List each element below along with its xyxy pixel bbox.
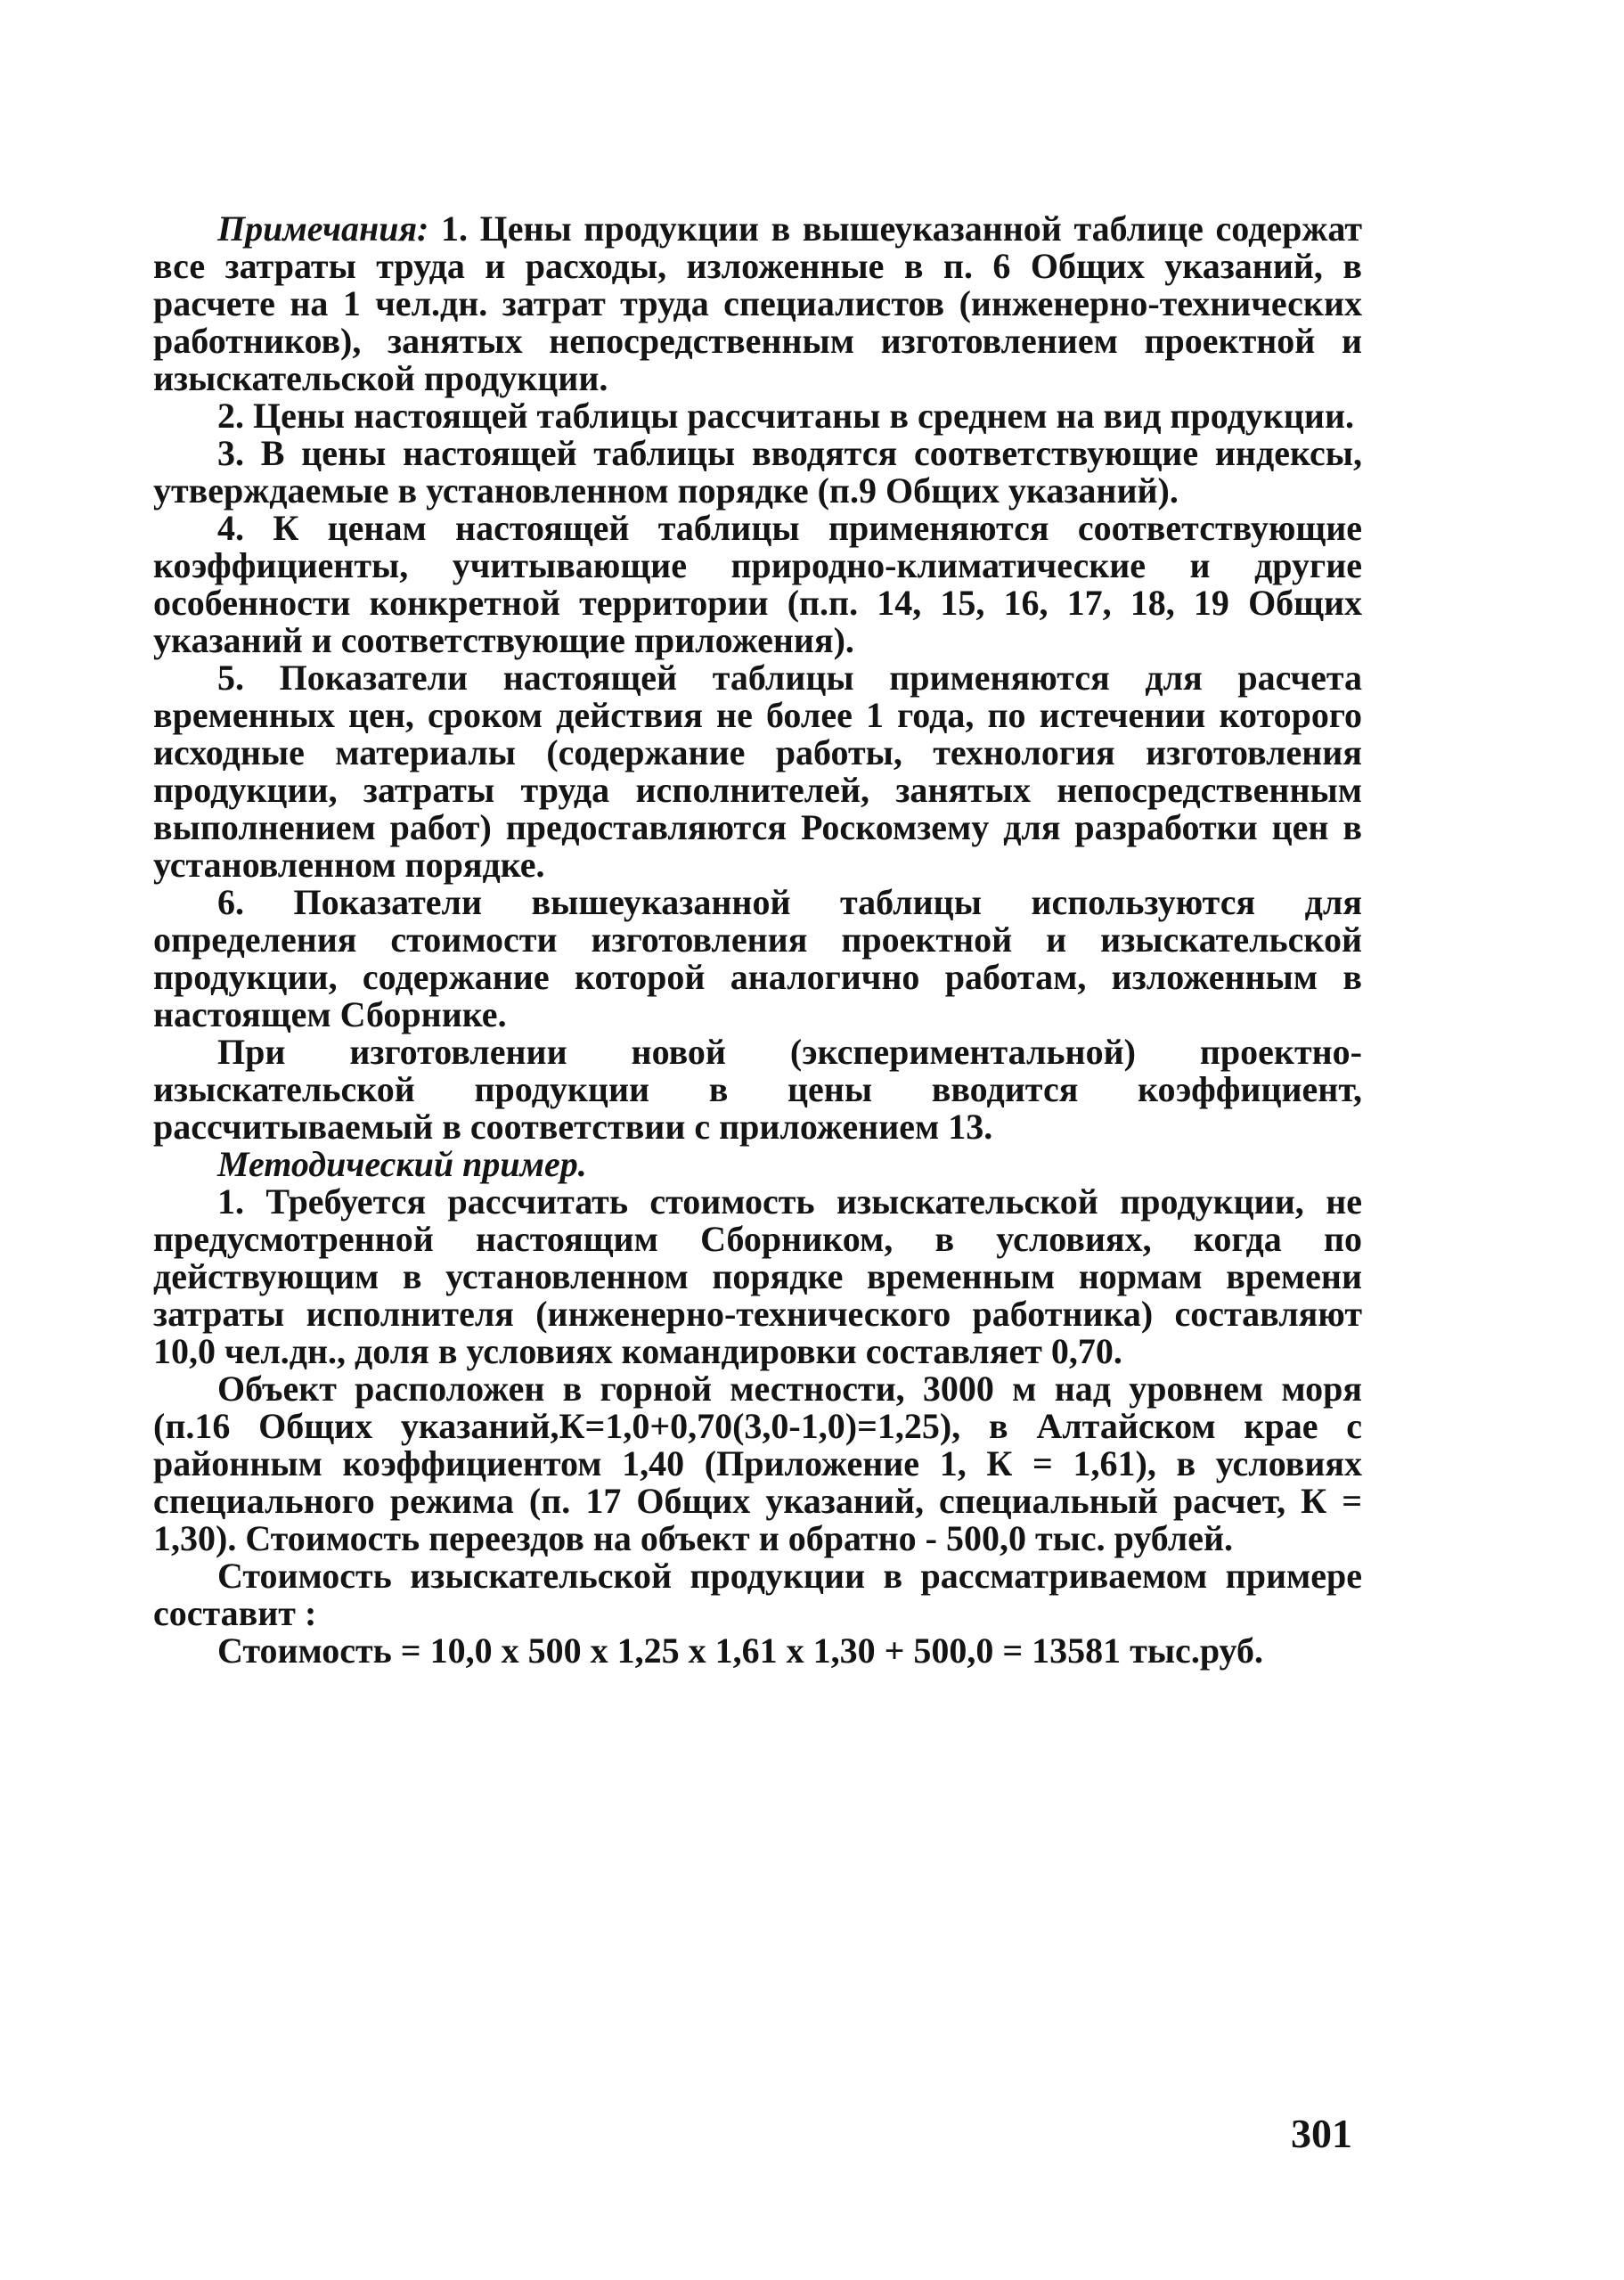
example-paragraph-2: Объект расположен в горной местности, 3000 м над уровнем моря (п.16 Общих указаний,К=1,0+0,70(3,0-1,0)=1,25), в Алтайском крае с районным коэффициентом 1,40 (Приложение 1, К = 1,61), в условиях специального режима (п. 17 Общих указаний, специальный расчет, К = 1,30). Стоимость переездов на объект и обратно - 500,0 тыс. рублей. bbox=[153, 1369, 1362, 1558]
example-paragraph-1: 1. Требуется рассчитать стоимость изыскательской продукции, не предусмотренной настоящим Сборником, в условиях, когда по действующим в установленном порядке временным нормам времени затраты исполнителя (инженерно-технического работника) составляют 10,0 чел.дн., доля в условиях командировки составляет 0,70. bbox=[153, 1181, 1362, 1371]
notes-heading: Примечания: bbox=[217, 208, 429, 249]
note-3: 3. В цены настоящей таблицы вводятся соответствующие индексы, утверждаемые в установленном порядке (п.9 Общих указаний). bbox=[153, 433, 1362, 511]
example-formula: Стоимость = 10,0 х 500 х 1,25 х 1,61 х 1,30 + 500,0 = 13581 тыс.руб. bbox=[217, 1630, 1264, 1671]
note-6: 6. Показатели вышеуказанной таблицы используются для определения стоимости изготовления проектной и изыскательской продукции, содержание которой аналогично работам, изложенным в настоящем Сборнике. bbox=[153, 882, 1362, 1034]
note-5: 5. Показатели настоящей таблицы применяются для расчета временных цен, сроком действия не более 1 года, по истечении которого исходные материалы (содержание работы, технология изготовления продукции, затраты труда исполнителей, занятых непосредственным выполнением работ) предоставляются Роскомзему для разработки цен в установленном порядке. bbox=[153, 658, 1362, 885]
page-number: 301 bbox=[1291, 2111, 1352, 2156]
example-heading: Методический пример. bbox=[217, 1144, 587, 1184]
note-4: 4. К ценам настоящей таблицы применяются соответствующие коэффициенты, учитывающие природно-климатические и другие особенности конкретной территории (п.п. 14, 15, 16, 17, 18, 19 Общих указаний и соответствующие приложения). bbox=[153, 508, 1362, 660]
note-2: 2. Цены настоящей таблицы рассчитаны в среднем на вид продукции. bbox=[217, 396, 1354, 436]
note-1-text: 1. Цены продукции в вышеуказанной таблице содержат все затраты труда и расходы, изложенные в п. 6 Общих указаний, в расчете на 1 чел.дн. затрат труда специалистов (инженерно-технических работников), занятых непосредственным изготовлением проектной и изыскательской продукции. bbox=[153, 208, 1362, 398]
page-body bbox=[153, 210, 1362, 1670]
note-1 bbox=[153, 210, 1362, 397]
example-paragraph-3: Стоимость изыскательской продукции в рассматриваемом примере составит : bbox=[153, 1556, 1362, 1633]
note-7: При изготовлении новой (экспериментальной) проектно-изыскательской продукции в цены вводится коэффициент, рассчитываемый в соответствии с приложением 13. bbox=[153, 1032, 1362, 1147]
